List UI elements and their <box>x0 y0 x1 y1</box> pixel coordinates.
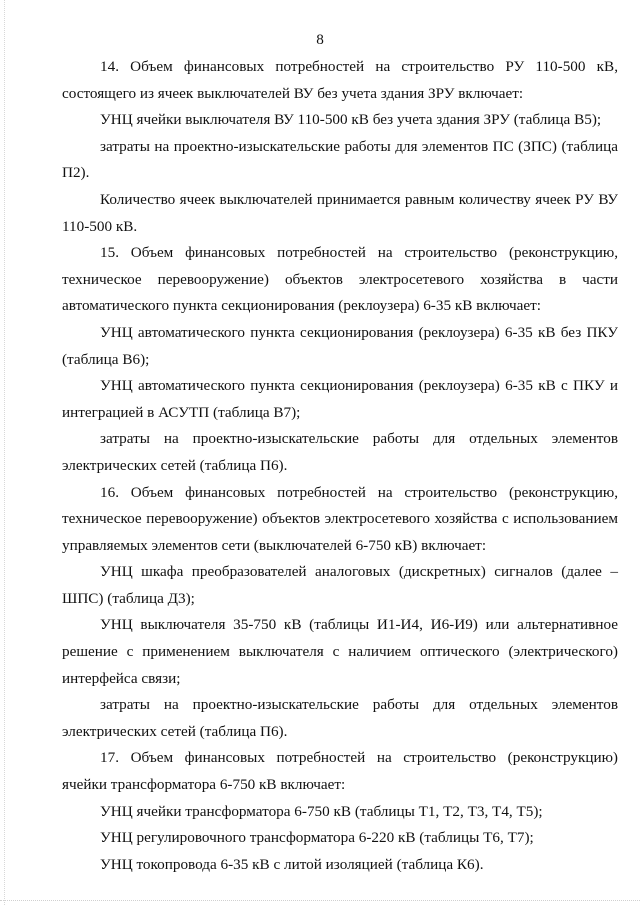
paragraph-16-heading: 16. Объем финансовых потребностей на строительство (реконструкцию, техническое перевооружение) объектов электросетевого хозяйства с использованием управляемых элементов сети (выключателей 6-750 кВ) включает: <box>62 483 618 554</box>
paragraph-17-heading: 17. Объем финансовых потребностей на строительство (реконструкцию) ячейки трансформатора 6-750 кВ включает: <box>62 749 618 794</box>
paragraph-16-item-1: УНЦ шкафа преобразователей аналоговых (дискретных) сигналов (далее – ШПС) (таблица Д3); <box>62 563 618 607</box>
page-number: 8 <box>316 31 324 48</box>
paragraph-16-item-3: затраты на проектно-изыскательские работы для отдельных элементов электрических сетей (таблица П6). <box>62 696 618 740</box>
paragraph-15-item-1: УНЦ автоматического пункта секционирования (реклоузера) 6-35 кВ без ПКУ (таблица В6); <box>62 323 618 368</box>
paragraph-16-item-2: УНЦ выключателя 35-750 кВ (таблицы И1-И4, И6-И9) или альтернативное решение с применением выключателя с наличием оптического (электрического) интерфейса связи; <box>62 616 618 687</box>
paragraph-17-item-2: УНЦ регулировочного трансформатора 6-220 кВ (таблицы Т6, Т7); <box>100 829 534 847</box>
paragraph-15-item-2: УНЦ автоматического пункта секционирования (реклоузера) 6-35 кВ с ПКУ и интеграцией в АСУТП (таблица В7); <box>62 377 618 421</box>
scan-edge-bottom <box>0 900 640 901</box>
paragraph-17-item-1: УНЦ ячейки трансформатора 6-750 кВ (таблицы Т1, Т2, Т3, Т4, Т5); <box>100 802 543 820</box>
paragraph-14-note: Количество ячеек выключателей принимается равным количеству ячеек РУ ВУ 110-500 кВ. <box>62 190 618 235</box>
paragraph-14-heading: 14. Объем финансовых потребностей на строительство РУ 110-500 кВ, состоящего из ячеек выключателей ВУ без учета здания ЗРУ включает: <box>62 58 618 102</box>
document-body <box>62 54 618 878</box>
paragraph-14-item-2: затраты на проектно-изыскательские работы для элементов ПС (ЗПС) (таблица П2). <box>62 137 618 182</box>
paragraph-15-item-3: затраты на проектно-изыскательские работы для отдельных элементов электрических сетей (таблица П6). <box>62 430 618 474</box>
paragraph-15-heading: 15. Объем финансовых потребностей на строительство (реконструкцию, техническое перевооружение) объектов электросетевого хозяйства в части автоматического пункта секционирования (реклоузера) 6-35 кВ включает: <box>62 244 618 315</box>
paragraph-17-item-3: УНЦ токопровода 6-35 кВ с литой изоляцией (таблица К6). <box>100 855 484 873</box>
scan-edge-left <box>4 0 5 905</box>
paragraph-14-item-1: УНЦ ячейки выключателя ВУ 110-500 кВ без учета здания ЗРУ (таблица В5); <box>100 111 602 129</box>
